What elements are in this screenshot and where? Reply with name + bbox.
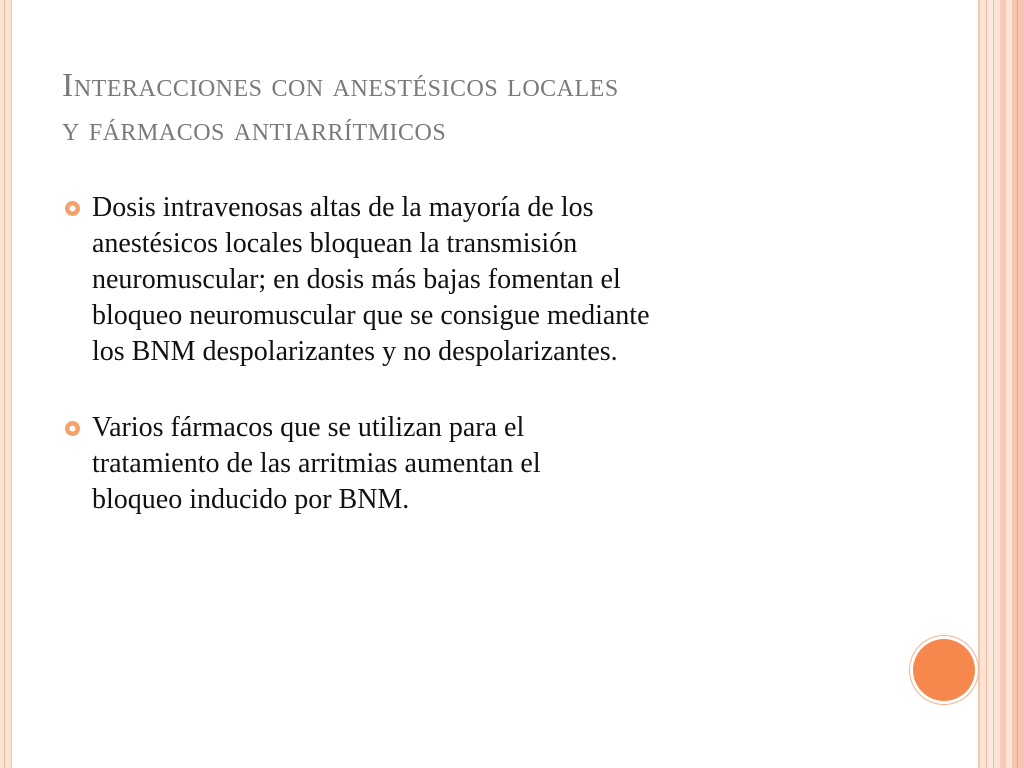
bullet-text [92,190,892,370]
slide-title-line: y fármacos antiarrítmicos [62,111,447,148]
bullet-item [62,190,892,370]
dot-ring-bullet-icon [64,200,81,217]
bullet-text-line: Varios fármacos que se utilizan para el [92,412,525,443]
bullet-text-line: bloqueo inducido por BNM. [92,484,410,515]
bullet-text-line: anestésicos locales bloquean la transmisión [92,228,578,259]
right-border-stripe [978,0,980,768]
bullet-text-line: tratamiento de las arritmias aumentan el [92,448,541,479]
left-border-decoration [0,0,12,768]
right-border-stripe [1017,0,1018,768]
bullet-list [62,190,892,558]
bullet-text-line: Dosis intravenosas altas de la mayoría de los [92,192,594,223]
slide-title [62,64,942,152]
bullet-text-line: neuromuscular; en dosis más bajas fomentan el [92,264,621,295]
right-border-stripe [986,0,994,768]
bullet-item [62,410,892,518]
left-border-line [4,0,5,768]
bullet-text-line: bloqueo neuromuscular que se consigue mediante [92,300,650,331]
right-border-stripe [1012,0,1024,768]
right-border-stripe [1000,0,1006,768]
orange-circle-decoration [913,639,975,701]
bullet-text-line: los BNM despolarizantes y no despolarizantes. [92,336,618,367]
slide-title-line: Interacciones con anestésicos locales [62,67,619,104]
dot-ring-bullet-icon [64,420,81,437]
bullet-text [92,410,892,518]
